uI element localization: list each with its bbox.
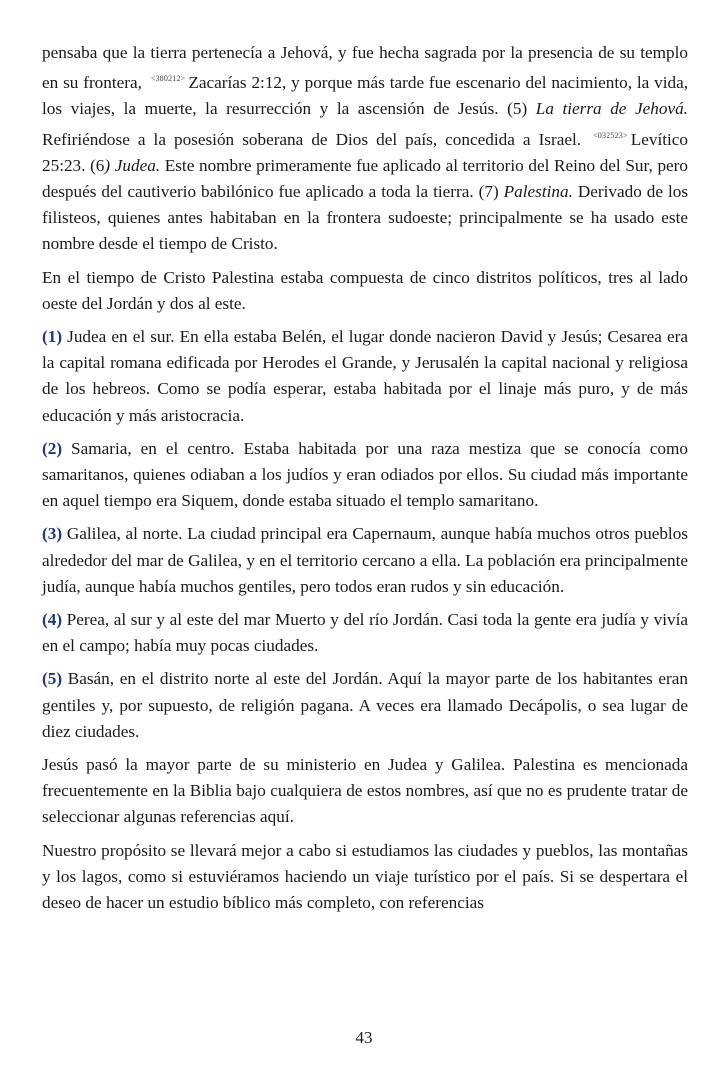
paragraph xyxy=(42,40,688,258)
text-span: Jesús pasó la mayor parte de su ministerio en Judea y Galilea. Palestina es mencionada frecuentemente en la Biblia bajo cualquiera de estos nombres, así que no es prudente tratar de seleccionar algunas referencias aquí. xyxy=(42,755,688,827)
text-span: pensaba que la tierra pertenecía a Jehová, y fue hecha sagrada por la presencia de su templo en su frontera, xyxy=(42,43,688,93)
text-span: Samaria, en el centro. Estaba habitada por una raza mestiza que se conocía como samaritanos, quienes odiaban a los judíos y eran odiados por ellos. Su ciudad más importante en aquel tiempo era Siquem, donde estaba situado el templo samaritano. xyxy=(42,438,688,511)
text-span: Zacarías 2:12, y porque más tarde fue escenario del nacimiento, la vida, los viajes, la muerte, la resurrección y la ascensión de Jesús. (5) xyxy=(42,73,688,119)
page-number: 43 xyxy=(355,1028,373,1047)
text-span: En el tiempo de Cristo Palestina estaba compuesta de cinco distritos políticos, tres al lado oeste del Jordán y dos al este. xyxy=(42,267,688,313)
italic-term: La tierra de Jehová. xyxy=(535,99,688,119)
text-span: Nuestro propósito se llevará mejor a cabo si estudiamos las ciudades y pueblos, las montañas y los lagos, como si estuviéramos haciendo un viaje turístico por el país. Si se despertara el deseo de hacer un estudio bíblico más completo, con referencias xyxy=(42,840,688,913)
paragraph xyxy=(42,838,688,917)
text-span: Perea, al sur y al este del mar Muerto y del río Jordán. Casi toda la gente era judía y vivía en el campo; había muy pocas ciudades. xyxy=(42,610,688,656)
text-span: Judea en el sur. En ella estaba Belén, el lugar donde nacieron David y Jesús; Cesarea era la capital romana edificada por Herodes el Grande, y Jerusalén la capital nacional y religiosa de los hebreos. Como se podía esperar, estaba habitada por el linaje más puro, y de más educación y más aristocracia. xyxy=(42,327,688,425)
text-span: Refiriéndose a la posesión soberana de Dios del país, concedida a Israel. xyxy=(42,129,590,149)
text-span: Basán, en el distrito norte al este del Jordán. Aquí la mayor parte de los habitantes eran gentiles y, por supuesto, de religión pagana. A veces era llamado Decápolis, o sea lugar de diez ciudades. xyxy=(42,669,688,741)
scripture-reference-code: <032523> xyxy=(593,130,628,140)
text-span: Este nombre primeramente fue aplicado al territorio del Reino del Sur, pero después del cautiverio babilónico fue aplicado a toda la tierra. (7) xyxy=(42,155,689,202)
list-number: (2) xyxy=(42,438,63,458)
district-item-basan xyxy=(42,666,688,745)
paragraph xyxy=(42,752,688,831)
list-number: (3) xyxy=(42,524,63,544)
list-number: (4) xyxy=(42,610,63,630)
document-body xyxy=(42,40,688,923)
text-span: Galilea, al norte. La ciudad principal era Capernaum, aunque había muchos otros pueblos alrededor del mar de Galilea, y en el territorio cercano a ella. La población era principalmente judía, aunque había muchos gentiles, pero todos eran rudos y sin educación. xyxy=(42,524,688,596)
italic-term: Palestina. xyxy=(503,182,573,202)
text-span: Derivado de los filisteos, quienes antes habitaban en la frontera sudoeste; principalmente se ha usado este nombre desde el tiempo de Cristo. xyxy=(42,182,689,254)
district-item-samaria xyxy=(42,436,688,515)
list-number: (5) xyxy=(42,669,63,689)
district-item-galilea xyxy=(42,521,688,600)
scripture-reference-code: <380212> xyxy=(150,74,186,84)
italic-term: ) Judea. xyxy=(104,155,161,175)
district-item-judea xyxy=(42,324,688,429)
district-item-perea xyxy=(42,607,688,659)
list-number: (1) xyxy=(42,327,63,347)
text-span: Levítico 25:23. (6 xyxy=(42,129,688,175)
paragraph xyxy=(42,265,688,317)
